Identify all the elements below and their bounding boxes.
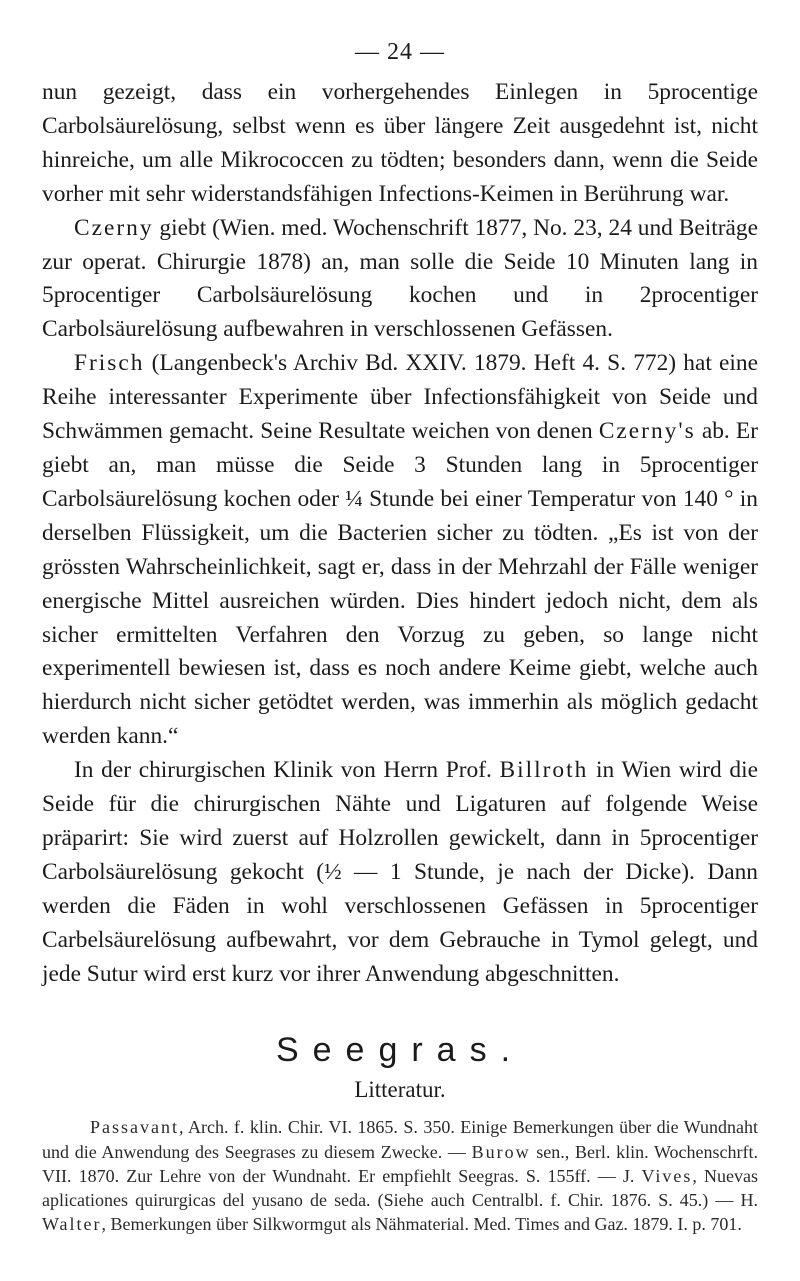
paragraph-2	[42, 212, 758, 348]
paragraph-4	[42, 754, 758, 991]
author-name: Walter	[42, 1214, 102, 1235]
citation-text: , Nuevas aplicationes quirurgicas del yusano de seda. (Siehe auch Centralbl. f. Chir. 1876. S. 45.) — H.	[42, 1165, 759, 1211]
paragraph-text: ab. Er giebt an, man müsse die Seide 3 Stunden lang in 5procentiger Carbolsäurelösung kochen oder ¼ Stunde bei einer Temperatur von 140 ° in derselben Flüssigkeit, um die Bacterien sicher zu tödten. „Es ist von der grössten Wahrscheinlichkeit, sagt er, dass in der Mehrzahl der Fälle weniger energische Mittel ausreichen würden. Dies hindert jedoch nicht, dem als sicher ermittelten Verfahren den Vorzug zu geben, so lange nicht experimentell bewiesen ist, dass es noch andere Keime giebt, welche auch hierdurch nicht sicher getödtet werden, was immerhin als möglich gedacht werden kann.“	[42, 418, 758, 750]
section-subtitle: Litteratur.	[354, 1077, 446, 1103]
paragraph-text: giebt (Wien. med. Wochenschrift 1877, No. 23, 24 und Beiträge zur operat. Chirurgie 1878) an, man solle die Seide 10 Minuten lang in 5procentiger Carbolsäurelösung kochen und in 2procentiger Carbolsäurelösung aufbewahren in verschlossenen Gefässen.	[42, 214, 758, 343]
literature-list	[42, 1115, 758, 1236]
page-number: — 24 —	[355, 39, 445, 65]
paragraph-text: In der chirurgischen Klinik von Herrn Prof.	[74, 757, 500, 784]
section-title: Seegras.	[275, 1031, 525, 1070]
document-page	[42, 36, 758, 1236]
citation-text: sen., Berl. klin. Wochenschrft. VII. 1870. Zur Lehre von der Wundnaht. Er empfiehlt Seegras. S. 155ff. — J.	[42, 1141, 758, 1186]
paragraph-1: nun gezeigt, dass ein vorhergehendes Einlegen in 5procentige Carbolsäurelösung, selbst wenn es über längere Zeit ausgedehnt ist, nicht hinreiche, um alle Mikrococcen zu tödten; besonders dann, wenn die Seide vorher mit sehr widerstandsfähigen Infections-Keimen in Berührung war.	[42, 79, 758, 207]
author-name: Czerny	[74, 214, 154, 241]
author-name: Billroth	[499, 757, 589, 784]
author-name: Frisch	[74, 350, 145, 377]
body-text	[42, 76, 758, 991]
paragraph-text: in Wien wird die Seide für die chirurgischen Nähte und Ligaturen auf folgende Weise präparirt: Sie wird zuerst auf Holzrollen gewickelt, dann in 5procentiger Carbolsäurelösung gekocht (½ — 1 Stunde, je nach der Dicke). Dann werden die Fäden in wohl verschlossenen Gefässen in 5procentiger Carbelsäurelösung aufbewahrt, vor dem Gebrauche in Tymol gelegt, und jede Sutur wird erst kurz vor ihrer Anwendung abgeschnitten.	[42, 757, 758, 987]
citation-text: , Bemerkungen über Silkwormgut als Nähmaterial. Med. Times and Gaz. 1879. I. p. 701.	[101, 1214, 742, 1235]
citation-text: , Arch. f. klin. Chir. VI. 1865. S. 350. Einige Bemerkungen über die Wundnaht und die Anwendung des Seegrases zu diesem Zwecke. —	[42, 1117, 758, 1162]
paragraph-text: (Langenbeck's Archiv Bd. XXIV. 1879. Heft 4. S. 772) hat eine Reihe interessanter Experimente über Infectionsfähigkeit von Seide und Schwämmen gemacht. Seine Resultate weichen von denen	[42, 350, 758, 445]
author-name: Czerny's	[598, 418, 696, 445]
author-name: Vives	[641, 1165, 693, 1186]
paragraph-3	[42, 347, 758, 754]
author-name: Burow	[471, 1141, 531, 1162]
author-name: Passavant	[90, 1117, 179, 1138]
